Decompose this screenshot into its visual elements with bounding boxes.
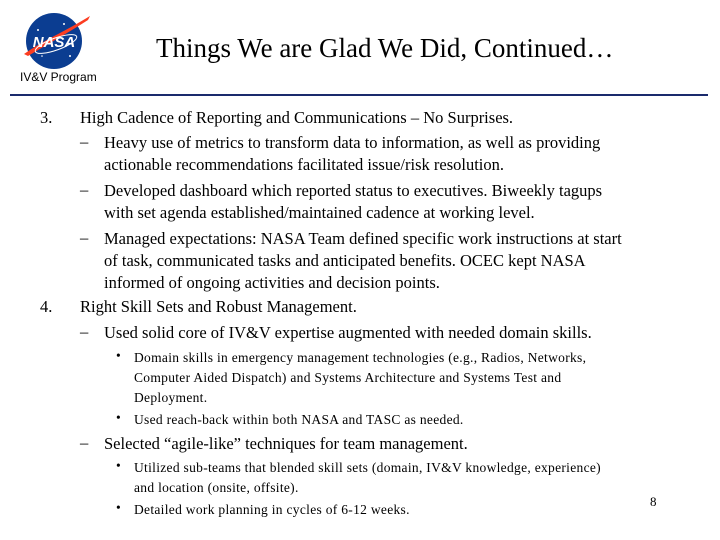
item-number-3: 3. bbox=[40, 108, 53, 127]
nasa-logo bbox=[20, 10, 92, 72]
dash-marker: – bbox=[80, 228, 89, 247]
item-heading-3: High Cadence of Reporting and Communications – No Surprises. bbox=[80, 108, 514, 127]
item-heading-4: Right Skill Sets and Robust Management. bbox=[80, 297, 357, 316]
bullet-marker: • bbox=[116, 410, 122, 425]
dash-marker: – bbox=[80, 322, 89, 341]
bullet-line: Computer Aided Dispatch) and Systems Architecture and Systems Test and bbox=[134, 370, 562, 385]
page-number: 8 bbox=[650, 494, 657, 509]
item-number-4: 4. bbox=[40, 297, 53, 316]
bullet-item bbox=[116, 348, 586, 408]
sub-item bbox=[80, 180, 602, 224]
sub-item bbox=[80, 132, 600, 176]
dash-marker: – bbox=[80, 180, 89, 199]
sub-item-line: with set agenda established/maintained cadence at working level. bbox=[104, 203, 535, 222]
dash-marker: – bbox=[80, 433, 89, 452]
nasa-meatball-icon bbox=[20, 10, 92, 72]
sub-item bbox=[80, 322, 592, 344]
program-label: IV&V Program bbox=[20, 70, 97, 84]
bullet-line: Deployment. bbox=[134, 390, 208, 405]
sub-item-line: Developed dashboard which reported status to executives. Biweekly tagups bbox=[104, 181, 603, 200]
bullet-line: and location (onsite, offsite). bbox=[134, 480, 299, 495]
bullet-item bbox=[116, 500, 410, 520]
dash-marker: – bbox=[80, 132, 89, 151]
logo-text: NASA bbox=[32, 34, 76, 51]
slide-title: Things We are Glad We Did, Continued… bbox=[156, 33, 614, 63]
sub-item-line: Selected “agile-like” techniques for team management. bbox=[104, 434, 468, 453]
sub-item-line: Heavy use of metrics to transform data to information, as well as providing bbox=[104, 133, 601, 152]
sub-item-line: Used solid core of IV&V expertise augmented with needed domain skills. bbox=[104, 323, 592, 342]
sub-item-line: Managed expectations: NASA Team defined specific work instructions at start bbox=[104, 229, 622, 248]
bullet-line: Used reach-back within both NASA and TASC as needed. bbox=[134, 412, 464, 427]
sub-item bbox=[80, 433, 468, 455]
sub-item-line: actionable recommendations facilitated issue/risk resolution. bbox=[104, 155, 505, 174]
sub-item-line: of task, communicated tasks and anticipated benefits. OCEC kept NASA bbox=[104, 251, 586, 270]
sub-item bbox=[80, 228, 622, 294]
bullet-line: Utilized sub-teams that blended skill sets (domain, IV&V knowledge, experience) bbox=[134, 460, 601, 475]
bullet-marker: • bbox=[116, 348, 122, 363]
bullet-marker: • bbox=[116, 458, 122, 473]
bullet-line: Domain skills in emergency management technologies (e.g., Radios, Networks, bbox=[134, 350, 587, 365]
title-divider bbox=[10, 94, 708, 96]
bullet-marker: • bbox=[116, 500, 122, 515]
bullet-item bbox=[116, 410, 464, 430]
bullet-line: Detailed work planning in cycles of 6-12 weeks. bbox=[134, 502, 410, 517]
bullet-item bbox=[116, 458, 601, 498]
sub-item-line: informed of ongoing activities and decision points. bbox=[104, 273, 440, 292]
